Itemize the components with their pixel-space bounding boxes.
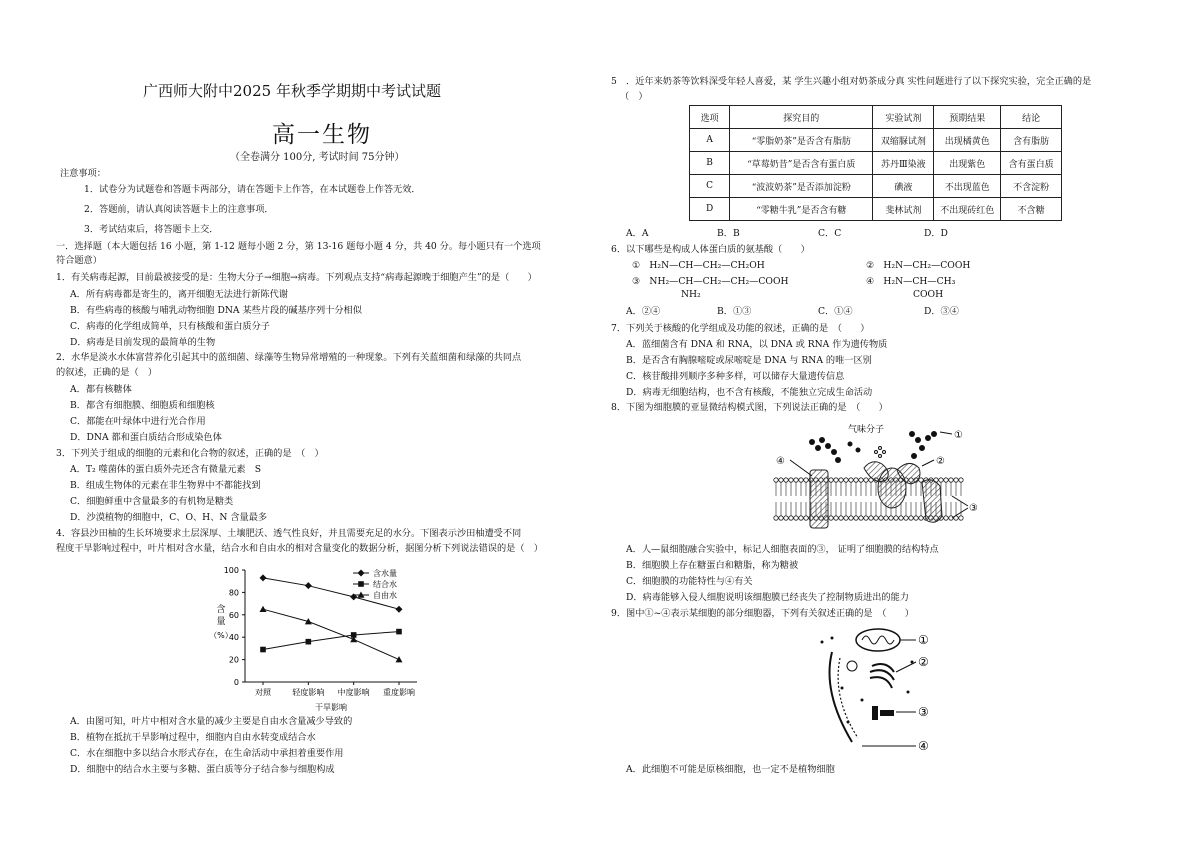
- y-tick-label: 60: [228, 610, 239, 620]
- phospholipid-head: [859, 516, 863, 520]
- phospholipid-head: [954, 478, 958, 482]
- phospholipid-head: [959, 516, 963, 520]
- y-tick-label: 20: [228, 655, 239, 665]
- table-cell: A: [690, 129, 730, 152]
- phospholipid-head: [899, 516, 903, 520]
- q6-answer-c: C．①④: [818, 306, 853, 317]
- q4-stem: 4．容县沙田柚的生长环境要求土层深厚、土壤肥沃、透气性良好，并且需要充足的水分。下图表示沙田柚遭受不同: [56, 528, 522, 539]
- phospholipid-head: [914, 516, 918, 520]
- section-header-cont: 符合题意）: [56, 255, 102, 266]
- q5-table: [689, 105, 1062, 221]
- table-cell: 斐林试剂: [873, 198, 934, 221]
- mark-3: ③: [969, 503, 978, 514]
- q1-option-d: D．病毒是目前发现的最简单的生物: [70, 337, 216, 348]
- q5-answer-a: A．A: [626, 228, 649, 239]
- phospholipid-head: [829, 478, 833, 482]
- mark-1: ①: [954, 430, 963, 441]
- q3-option-a: A．T₂ 噬菌体的蛋白质外壳还含有微量元素 S: [70, 464, 262, 475]
- q8-option-a: A．人—鼠细胞融合实验中，标记人细胞表面的③， 证明了细胞膜的结构特点: [626, 544, 939, 555]
- table-header: 探究目的: [730, 106, 873, 129]
- phospholipid-head: [799, 516, 803, 520]
- table-cell: “零糖牛乳”是否含有糖: [730, 198, 873, 221]
- data-point-diamond: [396, 606, 403, 613]
- phospholipid-head: [774, 516, 778, 520]
- q6-formula-4-sub: COOH: [913, 289, 944, 300]
- y-tick-label: 100: [223, 566, 239, 575]
- q6-answer-d: D．③④: [924, 306, 959, 317]
- exam-meta: （全卷满分 100分, 考试时间 75分钟）: [230, 152, 405, 163]
- q3-option-b: B．组成生物体的元素在非生物界中不都能找到: [70, 480, 261, 491]
- table-header: 结论: [1001, 106, 1062, 129]
- data-point-triangle: [396, 656, 403, 662]
- data-point-diamond: [358, 570, 365, 577]
- phospholipid-head: [919, 516, 923, 520]
- phospholipid-head: [844, 478, 848, 482]
- series-line: [263, 632, 399, 650]
- phospholipid-head: [784, 516, 788, 520]
- odor-molecules: [875, 447, 886, 458]
- data-point-square: [358, 581, 364, 587]
- table-header: 实验试剂: [873, 106, 934, 129]
- phospholipid-head: [864, 516, 868, 520]
- phospholipid-head: [834, 478, 838, 482]
- x-axis-label: 干旱影响: [315, 703, 347, 712]
- table-row: [690, 198, 1062, 221]
- table-cell: 不出现砖红色: [934, 198, 1001, 221]
- q2-stem: 2．水华是淡水水体富营养化引起其中的蓝细菌、绿藻等生物异常增殖的一种现象。下列有关蓝细菌和绿藻的共同点: [56, 352, 522, 363]
- phospholipid-head: [804, 516, 808, 520]
- q9-organelle-figure: [812, 622, 942, 757]
- y-tick-label: 0: [233, 678, 239, 687]
- q7-option-d: D．病毒无细胞结构，也不含有核酸，不能独立完成生命活动: [626, 387, 873, 398]
- q3-option-c: C．细胞鲜重中含量最多的有机物是糖类: [70, 496, 234, 507]
- legend-label: 自由水: [373, 591, 397, 600]
- q6-answer-a: A．②④: [626, 306, 661, 317]
- table-cell: 不含糖: [1001, 198, 1062, 221]
- phospholipid-head: [789, 478, 793, 482]
- data-point-diamond: [350, 593, 357, 600]
- phospholipid-head: [789, 516, 793, 520]
- q8-option-d: D．病毒能够入侵人细胞说明该细胞膜已经丧失了控制物质进出的能力: [626, 592, 909, 603]
- endoplasmic-reticulum: [830, 652, 853, 742]
- mark-2: ②: [936, 456, 945, 467]
- phospholipid-head: [849, 516, 853, 520]
- table-cell: 出现橘黄色: [934, 129, 1001, 152]
- subject-title: 高一生物: [272, 122, 372, 148]
- series-line: [263, 609, 399, 659]
- q2-option-c: C．都能在叶绿体中进行光合作用: [70, 416, 206, 427]
- phospholipid-head: [884, 516, 888, 520]
- pointer-line: [790, 460, 812, 476]
- table-header: 选项: [690, 106, 730, 129]
- table-cell: D: [690, 198, 730, 221]
- legend-label: 结合水: [373, 580, 397, 589]
- table-cell: C: [690, 175, 730, 198]
- q8-option-c: C．细胞膜的功能特性与④有关: [626, 576, 753, 587]
- phospholipid-head: [849, 478, 853, 482]
- data-point-square: [396, 629, 402, 635]
- q6-formula-2: ② H₂N—CH₂—COOH: [866, 260, 971, 271]
- q6-answer-b: B．①③: [717, 306, 752, 317]
- phospholipid-head: [944, 516, 948, 520]
- phospholipid-head: [799, 478, 803, 482]
- q5-answer-d: D．D: [924, 228, 948, 239]
- golgi-body: [847, 661, 894, 688]
- phospholipid-head: [784, 478, 788, 482]
- phospholipid-head: [779, 478, 783, 482]
- phospholipid-head: [839, 516, 843, 520]
- table-header-row: [690, 106, 1062, 129]
- note-item: 3．考试结束后，将答题卡上交．: [84, 224, 219, 235]
- q9-option-a: A．此细胞不可能是原核细胞，也一定不是植物细胞: [626, 764, 835, 775]
- x-tick-label: 重度影响: [383, 688, 415, 697]
- table-cell: 含有脂肪: [1001, 129, 1062, 152]
- table-cell: “零脂奶茶”是否含有脂肪: [730, 129, 873, 152]
- data-point-diamond: [305, 582, 312, 589]
- phospholipid-head: [844, 516, 848, 520]
- q5-answer-c: C．C: [818, 228, 842, 239]
- q6-formula-3-sub: NH₂: [681, 289, 701, 300]
- q1-option-b: B．有些病毒的核酸与哺乳动物细胞 DNA 某些片段的碱基序列十分相似: [70, 305, 362, 316]
- table-cell: “草莓奶昔”是否含有蛋白质: [730, 152, 873, 175]
- table-cell: 苏丹Ⅲ染液: [873, 152, 934, 175]
- phospholipid-head: [829, 516, 833, 520]
- table-row: [690, 152, 1062, 175]
- odor-label: 气味分子: [848, 425, 885, 435]
- pointer-line: [922, 460, 934, 466]
- phospholipid-head: [794, 516, 798, 520]
- phospholipid-head: [889, 516, 893, 520]
- q5-stem: 5 ．近年来奶茶等饮料深受年轻人喜爱，某 学生兴趣小组对奶茶成分真 实性问题进行了以下探究实验，完全正确的是: [611, 76, 1092, 87]
- pointer-line: [940, 432, 952, 434]
- q6-stem: 6．以下哪些是构成人体蛋白质的氨基酸（ ）: [611, 244, 810, 255]
- phospholipid-head: [959, 478, 963, 482]
- q5-stem-cont: （ ）: [620, 91, 648, 102]
- y-axis-label-part: 含: [216, 605, 226, 615]
- protein-channel: [810, 470, 828, 528]
- x-tick-label: 轻度影响: [292, 688, 325, 697]
- phospholipid-head: [854, 478, 858, 482]
- exam-title: 广西师大附中2025 年秋季学期期中考试试题: [143, 82, 441, 100]
- mark-3: ③: [918, 705, 929, 719]
- table-cell: 出现紫色: [934, 152, 1001, 175]
- x-tick-label: 中度影响: [337, 688, 370, 697]
- data-point-triangle: [260, 606, 267, 612]
- note-item: 2．答题前，请认真阅读答题卡上的注意事项．: [84, 204, 274, 215]
- q3-option-d: D．沙漠植物的细胞中，C、O、H、N 含量最多: [70, 512, 268, 523]
- table-cell: B: [690, 152, 730, 175]
- q8-stem: 8．下图为细胞膜的亚显微结构模式图，下列说法正确的是 （ ）: [611, 402, 888, 413]
- table-cell: 不出现蓝色: [934, 175, 1001, 198]
- data-point-square: [306, 639, 312, 645]
- section-header: 一．选择题（本大题包括 16 小题，第 1-12 题每小题 2 分，第 13-16 题每小题 4 分，共 40 分。每小题只有一个选项: [56, 241, 541, 252]
- q4-option-a: A．由图可知，叶片中相对含水量的减少主要是自由水含量减少导致的: [70, 716, 353, 727]
- phospholipid-head: [804, 478, 808, 482]
- q4-stem-cont: 程度干旱影响过程中，叶片相对含水量，结合水和自由水的相对含量变化的数据分析，据图分析下列说法错误的是（ ）: [56, 543, 543, 554]
- q1-option-a: A．所有病毒都是寄生的，离开细胞无法进行新陈代谢: [70, 289, 288, 300]
- table-cell: “波波奶茶”是否添加淀粉: [730, 175, 873, 198]
- q7-option-b: B．是否含有胸腺嘧啶或尿嘧啶是 DNA 与 RNA 的唯一区别: [626, 355, 872, 366]
- phospholipid-head: [874, 516, 878, 520]
- phospholipid-head: [834, 516, 838, 520]
- phospholipid-head: [904, 516, 908, 520]
- y-axis-label-part: （%）: [209, 631, 233, 640]
- mark-4: ④: [918, 739, 929, 753]
- phospholipid-head: [774, 478, 778, 482]
- x-tick-label: 对照: [255, 688, 271, 697]
- y-tick-label: 80: [228, 588, 239, 598]
- data-point-square: [260, 647, 266, 653]
- table-header: 预期结果: [934, 106, 1001, 129]
- q2-option-b: B．都含有细胞膜、细胞质和细胞核: [70, 400, 215, 411]
- phospholipid-head: [909, 516, 913, 520]
- table-cell: 不含淀粉: [1001, 175, 1062, 198]
- data-point-diamond: [260, 574, 267, 581]
- phospholipid-head: [879, 516, 883, 520]
- q4-option-d: D．细胞中的结合水主要与多糖、蛋白质等分子结合参与细胞构成: [70, 764, 335, 775]
- table-cell: 双缩脲试剂: [873, 129, 934, 152]
- q6-formula-1: ① H₂N—CH—CH₂—CH₂OH: [632, 260, 765, 271]
- phospholipid-head: [859, 478, 863, 482]
- phospholipid-head: [894, 516, 898, 520]
- mark-1: ①: [918, 633, 929, 647]
- phospholipid-head: [794, 478, 798, 482]
- q9-stem: 9．图中①~④表示某细胞的部分细胞器，下列有关叙述正确的是 （ ）: [611, 608, 914, 619]
- table-row: [690, 129, 1062, 152]
- legend-label: 含水量: [373, 569, 397, 578]
- notes-label: 注意事项：: [60, 168, 106, 179]
- mark-4: ④: [776, 456, 785, 467]
- q8-membrane-figure: [772, 418, 984, 540]
- y-tick-label: 40: [228, 633, 239, 643]
- q7-stem: 7．下列关于核酸的化学组成及功能的叙述，正确的是 （ ）: [611, 323, 870, 334]
- note-item: 1．试卷分为试题卷和答题卡两部分，请在答题卡上作答，在本试题卷上作答无效．: [84, 184, 421, 195]
- q3-stem: 3．下列关于组成的细胞的元素和化合物的叙述，正确的是 （ ）: [56, 448, 324, 459]
- phospholipid-head: [944, 478, 948, 482]
- q7-option-a: A．蓝细菌含有 DNA 和 RNA，以 DNA 或 RNA 作为遗传物质: [626, 339, 888, 350]
- q1-option-c: C．病毒的化学组成简单，只有核酸和蛋白质分子: [70, 321, 270, 332]
- q4-line-chart: [195, 560, 435, 715]
- pointer-line: [896, 662, 916, 672]
- q6-formula-3: ③ NH₂—CH—CH₂—CH₂—COOH: [632, 276, 789, 287]
- q5-answer-b: B．B: [717, 228, 740, 239]
- q1-stem: 1．有关病毒起源，目前最被接受的是：生物大分子→细胞→病毒。下列观点支持“病毒起源晚于细胞产生”的是（ ）: [56, 272, 537, 283]
- q8-option-b: B．细胞膜上存在糖蛋白和糖脂，称为糖被: [626, 560, 799, 571]
- q4-option-b: B．植物在抵抗干旱影响过程中，细胞内自由水转变成结合水: [70, 732, 316, 743]
- q2-option-d: D．DNA 都和蛋白质结合形成染色体: [70, 432, 222, 443]
- glycoprotein-chain: [809, 431, 937, 463]
- q7-option-c: C．核苷酸排列顺序多种多样，可以储存大量遗传信息: [626, 371, 845, 382]
- q6-formula-4: ④ H₂N—CH—CH₃: [866, 276, 956, 287]
- phospholipid-head: [949, 478, 953, 482]
- table-cell: 碘液: [873, 175, 934, 198]
- centriole: [872, 706, 894, 720]
- phospholipid-head: [854, 516, 858, 520]
- q2-stem-cont: 的叙述，正确的是（ ）: [56, 367, 158, 378]
- q2-option-a: A．都有核糖体: [70, 384, 132, 395]
- phospholipid-head: [939, 478, 943, 482]
- phospholipid-head: [839, 478, 843, 482]
- y-axis-label-part: 量: [216, 617, 226, 627]
- phospholipid-head: [869, 516, 873, 520]
- table-cell: 含有蛋白质: [1001, 152, 1062, 175]
- q4-option-c: C．水在细胞中多以结合水形式存在，在生命活动中承担着重要作用: [70, 748, 344, 759]
- table-row: [690, 175, 1062, 198]
- phospholipid-head: [779, 516, 783, 520]
- phospholipid-head: [864, 478, 868, 482]
- pointer-line: [952, 496, 968, 506]
- mark-2: ②: [918, 655, 929, 669]
- mitochondrion: [856, 629, 900, 651]
